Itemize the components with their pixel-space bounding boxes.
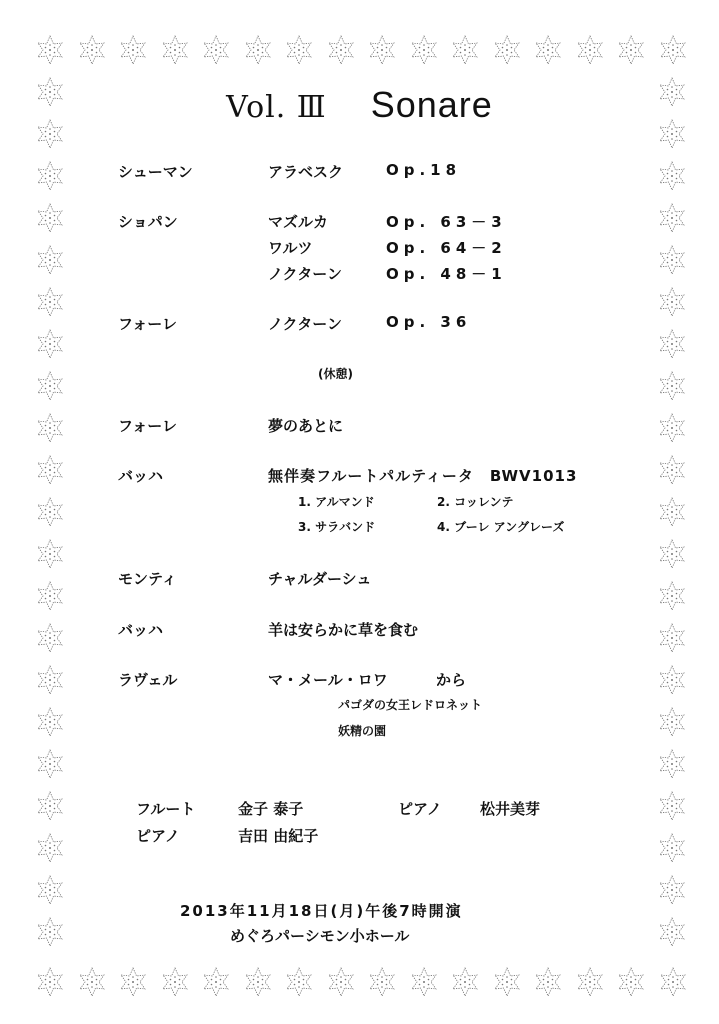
star-icon — [35, 665, 65, 695]
star-icon — [35, 581, 65, 611]
piece-title: マ・メール・ロワ — [268, 671, 388, 689]
star-icon — [533, 35, 563, 65]
movement: 4. ブーレ アングレーズ — [437, 520, 565, 534]
composer-faure: フォーレ — [118, 417, 177, 435]
piece-title: アラベスク — [268, 163, 344, 181]
composer-schumann: シューマン — [118, 163, 193, 181]
concert-name: Sonare — [370, 84, 493, 125]
star-icon — [409, 967, 439, 997]
piece-title: ノクターン — [268, 265, 342, 283]
star-icon — [657, 875, 687, 905]
piece-title: チャルダーシュ — [268, 570, 372, 588]
composer-bach: バッハ — [118, 621, 164, 639]
star-icon — [35, 329, 65, 359]
star-icon — [657, 203, 687, 233]
star-icon — [35, 371, 65, 401]
star-icon — [657, 833, 687, 863]
movement: 3. サラバンド — [298, 520, 376, 534]
star-icon — [616, 35, 646, 65]
star-icon — [657, 455, 687, 485]
piece-title: 羊は安らかに草を食む — [268, 621, 419, 639]
star-icon — [35, 917, 65, 947]
opus-number: Op. 64－2 — [386, 239, 507, 257]
composer-bach: バッハ — [118, 467, 164, 485]
volume-label: Vol. Ⅲ — [226, 90, 327, 125]
piece-suffix: から — [436, 671, 467, 689]
star-icon — [118, 35, 148, 65]
star-icon — [35, 161, 65, 191]
star-icon — [243, 35, 273, 65]
star-icon — [35, 455, 65, 485]
star-icon — [657, 791, 687, 821]
star-icon — [575, 967, 605, 997]
star-icon — [35, 791, 65, 821]
star-icon — [243, 967, 273, 997]
star-icon — [658, 35, 688, 65]
star-icon — [77, 967, 107, 997]
star-icon — [616, 967, 646, 997]
piano2-label: ピアノ — [136, 827, 180, 845]
star-icon — [35, 497, 65, 527]
star-icon — [35, 35, 65, 65]
star-icon — [35, 749, 65, 779]
event-datetime: 2013年11月18日(月)午後7時開演 — [180, 902, 463, 920]
star-icon — [367, 967, 397, 997]
star-icon — [326, 35, 356, 65]
star-icon — [657, 287, 687, 317]
star-icon — [160, 967, 190, 997]
star-icon — [657, 623, 687, 653]
piece-title: ノクターン — [268, 315, 342, 333]
movement: パゴダの女王レドロネット — [338, 698, 483, 712]
star-icon — [450, 35, 480, 65]
star-icon — [35, 967, 65, 997]
star-icon — [326, 967, 356, 997]
flute-label: フルート — [136, 800, 196, 818]
intermission: (休憩) — [318, 367, 353, 381]
star-icon — [284, 35, 314, 65]
star-icon — [657, 749, 687, 779]
star-icon — [657, 665, 687, 695]
flute-name: 金子 泰子 — [238, 800, 304, 818]
star-icon — [201, 35, 231, 65]
star-icon — [492, 967, 522, 997]
star-icon — [35, 245, 65, 275]
opus-number: Op.18 — [386, 161, 462, 179]
star-icon — [284, 967, 314, 997]
star-icon — [657, 497, 687, 527]
opus-number: Op. 63－3 — [386, 213, 507, 231]
star-icon — [35, 707, 65, 737]
movement: 1. アルマンド — [298, 495, 375, 509]
star-icon — [160, 35, 190, 65]
star-icon — [657, 413, 687, 443]
composer-faure: フォーレ — [118, 315, 177, 333]
star-icon — [35, 287, 65, 317]
star-icon — [35, 875, 65, 905]
star-icon — [77, 35, 107, 65]
star-icon — [658, 967, 688, 997]
star-icon — [657, 581, 687, 611]
star-icon — [35, 203, 65, 233]
piano1-name: 松井美芽 — [480, 800, 541, 818]
star-icon — [409, 35, 439, 65]
piano2-name: 吉田 由紀子 — [238, 827, 319, 845]
star-icon — [657, 371, 687, 401]
star-icon — [201, 967, 231, 997]
star-icon — [657, 329, 687, 359]
page-title — [0, 84, 719, 126]
star-icon — [118, 967, 148, 997]
star-icon — [35, 833, 65, 863]
opus-number: Op. 48－1 — [386, 265, 507, 283]
star-icon — [533, 967, 563, 997]
movement: 妖精の園 — [338, 724, 387, 738]
piece-title: 無伴奏フルートパルティータ BWV1013 — [268, 467, 578, 485]
piece-title: 夢のあとに — [268, 417, 344, 435]
star-icon — [367, 35, 397, 65]
star-icon — [657, 917, 687, 947]
piece-title: マズルカ — [268, 213, 329, 231]
star-icon — [35, 413, 65, 443]
star-icon — [657, 707, 687, 737]
piece-title: ワルツ — [268, 239, 313, 257]
movement: 2. コッレンテ — [437, 495, 514, 509]
event-venue: めぐろパーシモン小ホール — [230, 927, 410, 945]
star-icon — [35, 623, 65, 653]
composer-ravel: ラヴェル — [118, 671, 178, 689]
composer-chopin: ショパン — [118, 213, 178, 231]
opus-number: Op. 36 — [386, 313, 472, 331]
star-icon — [35, 539, 65, 569]
star-icon — [492, 35, 522, 65]
star-icon — [575, 35, 605, 65]
star-icon — [657, 539, 687, 569]
star-icon — [450, 967, 480, 997]
star-icon — [657, 161, 687, 191]
star-icon — [657, 245, 687, 275]
piano1-label: ピアノ — [398, 800, 442, 818]
composer-monti: モンティ — [118, 570, 177, 588]
